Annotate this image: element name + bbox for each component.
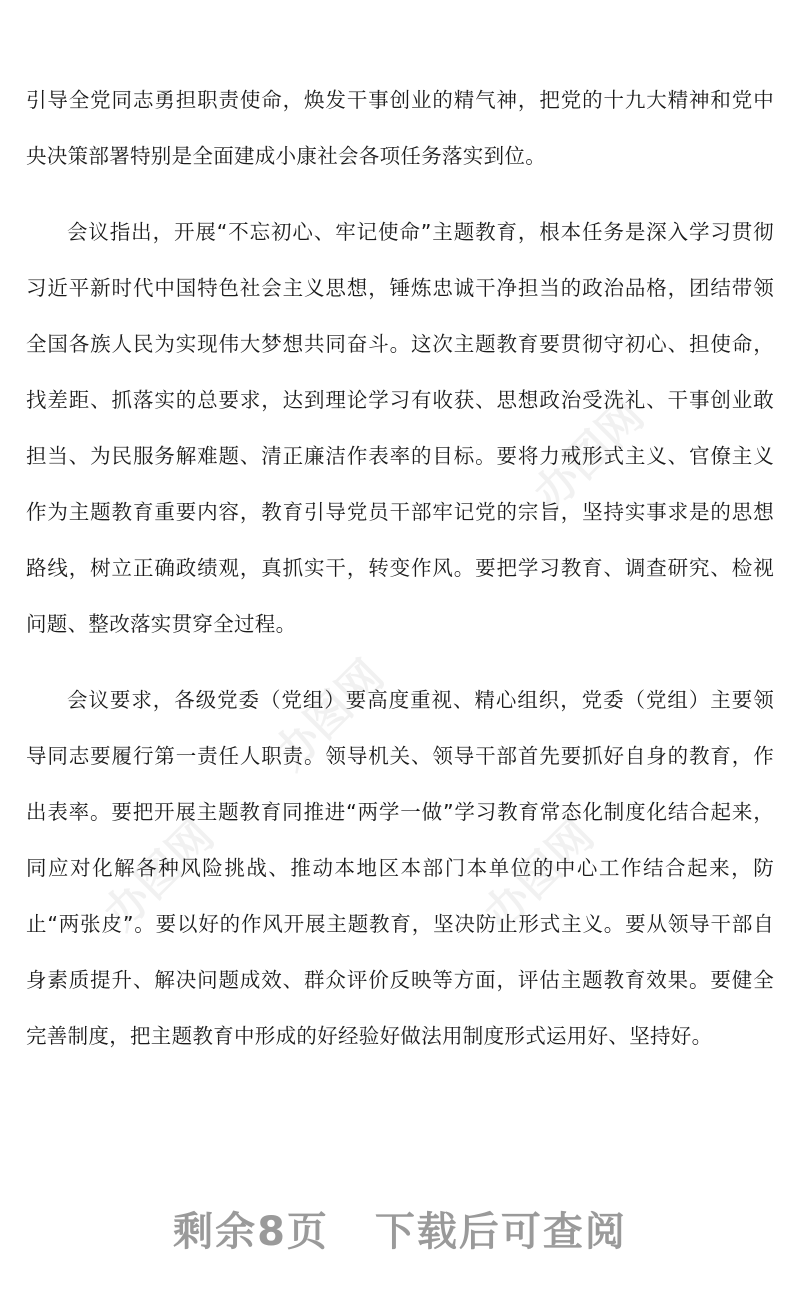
- watermark: 办图网: [94, 810, 224, 940]
- download-to-view-label: 下载后可查阅: [374, 1209, 627, 1255]
- watermark: 办图网: [264, 650, 394, 780]
- document-body: [26, 72, 774, 1064]
- watermark: 办图网: [524, 390, 654, 520]
- download-prompt[interactable]: [0, 1200, 800, 1257]
- watermark: 办图网: [474, 810, 604, 940]
- paragraph-1: 引导全党同志勇担职责使命，焕发干事创业的精气神，把党的十九大精神和党中央决策部署特别是全面建成小康社会各项任务落实到位。: [26, 88, 774, 168]
- remaining-pages-label: 剩余8页: [173, 1209, 329, 1255]
- paragraph-2: 会议指出，开展“不忘初心、牢记使命”主题教育，根本任务是深入学习贯彻习近平新时代中国特色社会主义思想，锤炼忠诚干净担当的政治品格，团结带领全国各族人民为实现伟大梦想共同奋斗。这次主题教育要贯彻守初心、担使命，找差距、抓落实的总要求，达到理论学习有收获、思想政治受洗礼、干事创业敢担当、为民服务解难题、清正廉洁作表率的目标。要将力戒形式主义、官僚主义作为主题教育重要内容，教育引导党员干部牢记党的宗旨，坚持实事求是的思想路线，树立正确政绩观，真抓实干，转变作风。要把学习教育、调查研究、检视问题、整改落实贯穿全过程。: [26, 220, 774, 636]
- paragraph-3: 会议要求，各级党委（党组）要高度重视、精心组织，党委（党组）主要领导同志要履行第一责任人职责。领导机关、领导干部首先要抓好自身的教育，作出表率。要把开展主题教育同推进“两学一做”学习教育常态化制度化结合起来，同应对化解各种风险挑战、推动本地区本部门本单位的中心工作结合起来，防止“两张皮”。要以好的作风开展主题教育，坚决防止形式主义。要从领导干部自身素质提升、解决问题成效、群众评价反映等方面，评估主题教育效果。要健全完善制度，把主题教育中形成的好经验好做法用制度形式运用好、坚持好。: [26, 688, 774, 1048]
